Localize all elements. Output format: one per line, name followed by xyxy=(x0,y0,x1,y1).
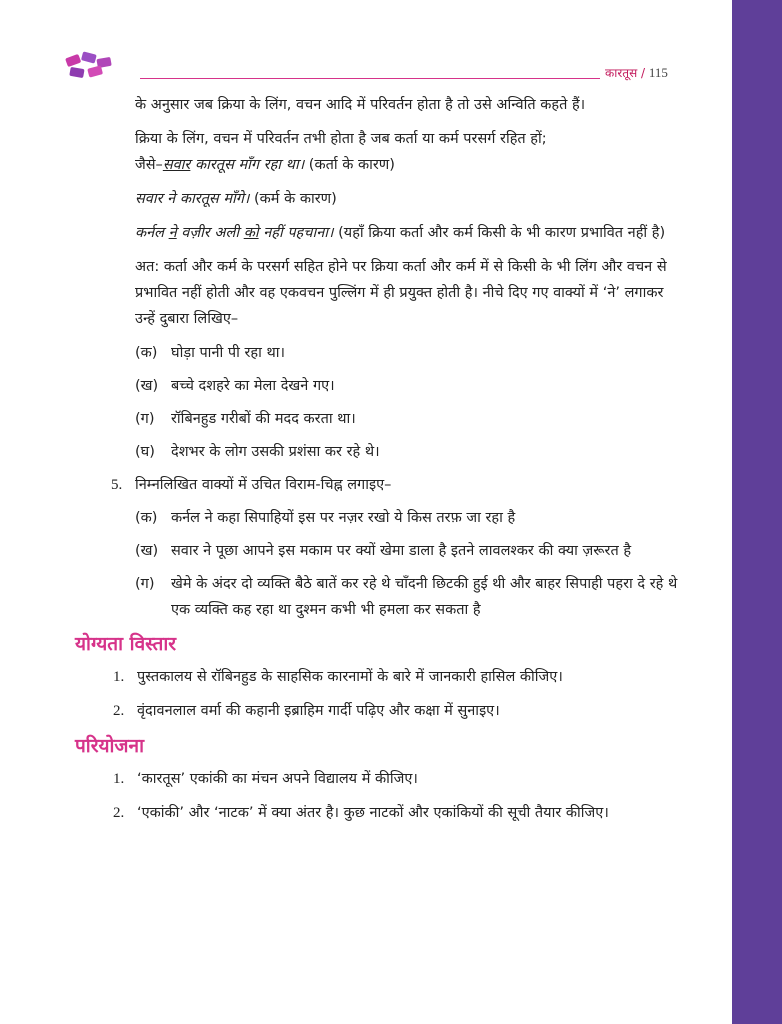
paragraph: कर्नल ने वज़ीर अली को नहीं पहचाना। (यहाँ क्रिया कर्ता और कर्म किसी के भी कारण प्रभावित नहीं है) xyxy=(135,225,666,241)
section-heading: योग्यता विस्तार xyxy=(75,633,177,655)
paragraph: अत: कर्ता और कर्म के परसर्ग सहित होने पर क्रिया कर्ता और कर्म में से किसी के भी लिंग और वचन से प्रभावित नहीं होती और वह एकवचन पुल्लिंग में ही प्रयुक्त होती है। नीचे दिए गए वाक्यों में ‘ने’ लगाकर उन्हें दुबारा लिखिए– xyxy=(135,259,667,327)
header-separator: / xyxy=(637,66,649,80)
question-number: 5. xyxy=(111,477,123,493)
list-item: 1. ‘कारतूस’ एकांकी का मंचन अपने विद्यालय में कीजिए। xyxy=(113,771,418,787)
header-rule xyxy=(140,78,600,79)
question-5 xyxy=(111,472,680,498)
list-item: 2. ‘एकांकी’ और ‘नाटक’ में क्या अंतर है। कुछ नाटकों और एकांकियों की सूची तैयार कीजिए। xyxy=(113,805,609,821)
section-heading: परियोजना xyxy=(75,735,144,757)
paragraph: के अनुसार जब क्रिया के लिंग, वचन आदि में परिवर्तन होता है तो उसे अन्विति कहते हैं। xyxy=(135,97,586,113)
list-item: (ग) रॉबिनहुड गरीबों की मदद करता था। xyxy=(135,411,356,427)
page-content xyxy=(75,92,680,834)
side-strip xyxy=(732,0,782,1024)
list-item: 1. पुस्तकालय से रॉबिनहुड के साहसिक कारनामों के बारे में जानकारी हासिल कीजिए। xyxy=(113,669,563,685)
underlined-subject: सवार xyxy=(162,157,191,173)
pencils-logo-icon xyxy=(64,50,120,82)
list-item: (क) कर्नल ने कहा सिपाहियों इस पर नज़र रखो ये किस तरफ़ जा रहा है xyxy=(135,510,516,526)
list-item: (ख) सवार ने पूछा आपने इस मकाम पर क्यों खेमा डाला है इतने लावलश्कर की क्या ज़रूरत है xyxy=(135,543,632,559)
chapter-name: कारतूस xyxy=(605,66,638,80)
page-number: 115 xyxy=(648,65,668,80)
list-item: (क) घोड़ा पानी पी रहा था। xyxy=(135,345,285,361)
question-text: निम्नलिखित वाक्यों में उचित विराम-चिह्न लगाइए– xyxy=(135,477,392,493)
list-item: (ख) बच्चे दशहरे का मेला देखने गए। xyxy=(135,378,335,394)
list-item: (घ) देशभर के लोग उसकी प्रशंसा कर रहे थे। xyxy=(135,444,380,460)
underlined-postposition: को xyxy=(243,225,259,241)
underlined-postposition: ने xyxy=(168,225,177,241)
paragraph: सवार ने कारतूस माँगे। (कर्म के कारण) xyxy=(135,191,337,207)
list-item: (ग) खेमे के अंदर दो व्यक्ति बैठे बातें कर रहे थे चाँदनी छिटकी हुई थी और बाहर सिपाही पहरा दे रहे थे एक व्यक्ति कह रहा था दुश्मन कभी भी हमला कर सकता है xyxy=(135,576,678,618)
list-item: 2. वृंदावनलाल वर्मा की कहानी इब्राहिम गार्दी पढ़िए और कक्षा में सुनाइए। xyxy=(113,703,500,719)
paragraph: क्रिया के लिंग, वचन में परिवर्तन तभी होता है जब कर्ता या कर्म परसर्ग रहित हों; जैसे–सवार कारतूस माँग रहा था। (कर्ता के कारण) xyxy=(135,131,547,173)
running-header xyxy=(605,64,668,81)
